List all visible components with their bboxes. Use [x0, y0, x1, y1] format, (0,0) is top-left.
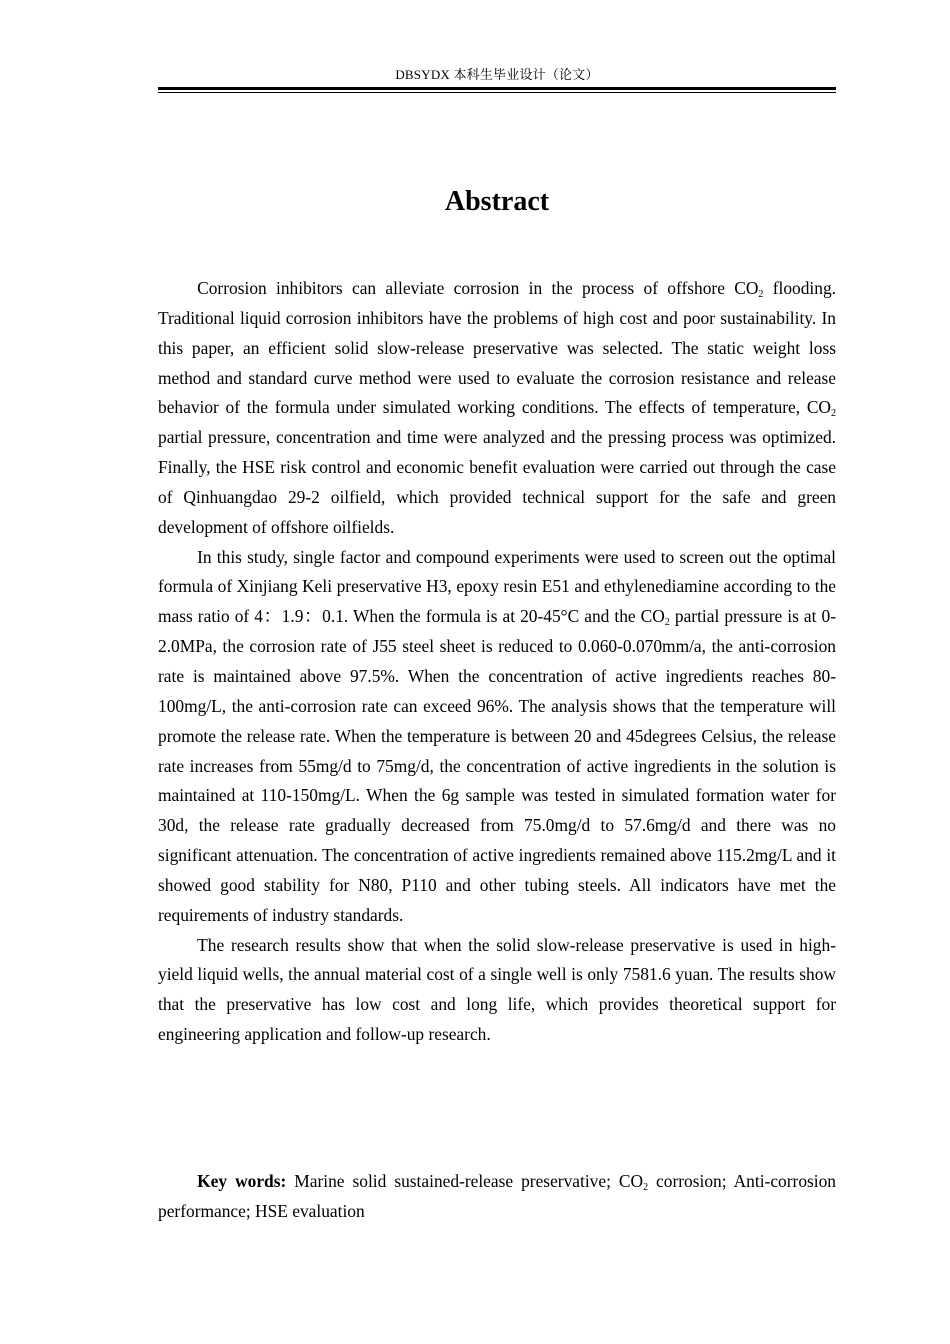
subscript: 2 [643, 1182, 649, 1193]
keywords-text: Marine solid sustained-release preservative; CO [286, 1171, 644, 1191]
keywords-text: corrosion; Anti-corrosion performance; HSE evaluation [158, 1171, 836, 1221]
paragraph-text: The research results show that when the solid slow-release preservative is used in high-yield liquid wells, the annual material cost of a single well is only 7581.6 yuan. The results show that the preservative has low cost and long life, which provides theoretical support for engineering application and follow-up research. [158, 934, 836, 1045]
header-rule-thick [158, 87, 836, 90]
abstract-paragraph-3 [158, 931, 836, 1050]
abstract-paragraph-1 [158, 274, 836, 543]
paragraph-text: partial pressure, concentration and time were analyzed and the pressing process was optimized. Finally, the HSE risk control and economic benefit evaluation were carried out through the case of Qinhuangdao 29-2 oilfield, which provided technical support for the safe and green development of offshore oilfields. [158, 427, 836, 537]
paragraph-text: Corrosion inhibitors can alleviate corrosion in the process of offshore CO [197, 278, 759, 298]
paragraph-text: In this study, single factor and compound experiments were used to screen out the optimal formula of Xinjiang Keli preservative H3, epoxy resin E51 and ethylenediamine according to the mass ratio of 4：1.9：0.1. When the formula is at 20-45°C and the CO [158, 546, 836, 627]
abstract-body [158, 274, 836, 1050]
subscript: 2 [664, 617, 670, 629]
subscript: 2 [758, 289, 764, 300]
paragraph-text: flooding. Traditional liquid corrosion inhibitors have the problems of high cost and poor sustainability. In this paper, an efficient solid slow-release preservative was selected. The static weight loss method and standard curve method were used to evaluate the corrosion resistance and release behavior of the formula under simulated working conditions. The effects of temperature, CO [158, 278, 836, 418]
keywords-line [158, 1167, 836, 1227]
running-header: DBSYDX 本科生毕业设计（论文） [395, 67, 599, 82]
header-rule-thin [158, 92, 836, 93]
subscript: 2 [831, 408, 836, 420]
abstract-title: Abstract [444, 186, 550, 217]
abstract-paragraph-2 [158, 543, 836, 931]
keywords-label: Key words: [197, 1171, 287, 1191]
paragraph-text: partial pressure is at 0-2.0MPa, the corrosion rate of J55 steel sheet is reduced to 0.060-0.070mm/a, the anti-corrosion rate is maintained above 97.5%. When the concentration of active ingredients reaches 80-100mg/L, the anti-corrosion rate can exceed 96%. The analysis shows that the temperature will promote the release rate. When the temperature is between 20 and 45degrees Celsius, the release rate increases from 55mg/d to 75mg/d, the concentration of active ingredients in the solution is maintained at 110-150mg/L. When the 6g sample was tested in simulated formation water for 30d, the release rate gradually decreased from 75.0mg/d to 57.6mg/d and there was no significant attenuation. The concentration of active ingredients remained above 115.2mg/L and it showed good stability for N80, P110 and other tubing steels. All indicators have met the requirements of industry standards. [158, 606, 836, 925]
